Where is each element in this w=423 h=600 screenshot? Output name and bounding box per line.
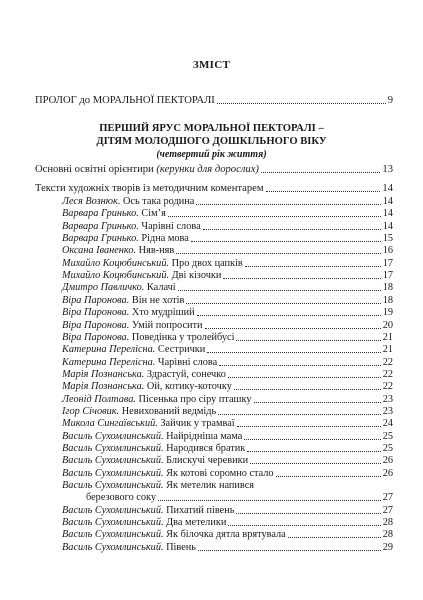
entry-author: Варвара Гринько. xyxy=(62,233,139,245)
entry-text xyxy=(62,294,184,307)
toc-entry[interactable] xyxy=(62,343,393,356)
page-number: 25 xyxy=(382,443,393,454)
entry-text xyxy=(62,380,232,393)
entry-title: Півень xyxy=(166,541,197,553)
page-number: 22 xyxy=(382,368,393,380)
entry-title: Про двох цапків xyxy=(171,257,243,269)
page-number: 20 xyxy=(382,319,393,331)
toc-entry[interactable] xyxy=(62,528,393,541)
page-number: 27 xyxy=(382,492,393,504)
entry-title: Він не хотів xyxy=(131,294,185,306)
dot-leader xyxy=(228,377,381,378)
dot-leader xyxy=(168,216,381,217)
dot-leader xyxy=(247,451,380,452)
entry-title: Сестрички xyxy=(157,344,206,356)
entry-title: Чарівні слова xyxy=(157,356,218,368)
entry-author: Леся Вознюк. xyxy=(62,196,121,207)
page-number: 23 xyxy=(382,405,393,417)
entry-title: Ой, котику-коточку xyxy=(146,381,232,393)
entry-text xyxy=(62,430,242,443)
entry-author: Василь Сухомлинський. xyxy=(62,517,164,529)
page-number: 21 xyxy=(382,344,393,356)
prologue-text: ПРОЛОГ до МОРАЛЬНОЇ ПЕКТОРАЛІ xyxy=(35,95,215,106)
dot-leader xyxy=(218,414,381,415)
page-title: ЗМІСТ xyxy=(192,59,231,71)
dot-leader xyxy=(203,229,381,230)
page-number: 14 xyxy=(382,208,393,220)
page-number: 23 xyxy=(382,393,393,405)
toc-prologue[interactable] xyxy=(35,94,393,107)
toc-entry[interactable] xyxy=(62,504,393,517)
dot-leader xyxy=(219,365,381,366)
entry-author: Василь Сухомлинський. xyxy=(62,529,164,541)
toc-entry[interactable] xyxy=(62,393,393,406)
toc-texts-heading[interactable] xyxy=(35,182,393,195)
entry-text xyxy=(62,195,194,208)
page-number: 22 xyxy=(382,381,393,393)
toc-entry[interactable] xyxy=(62,269,393,282)
page-number: 28 xyxy=(382,529,393,541)
toc-entry[interactable] xyxy=(62,207,393,220)
dot-leader xyxy=(266,191,381,192)
dot-leader xyxy=(237,426,381,427)
dot-leader xyxy=(288,537,381,538)
entry-author: Варвара Гринько. xyxy=(62,208,139,220)
entry-text xyxy=(62,442,245,455)
dot-leader xyxy=(234,389,381,390)
entry-title: Няв-няв xyxy=(138,245,175,257)
dot-leader xyxy=(205,328,381,329)
entry-title: Невихований ведмідь xyxy=(121,405,217,417)
toc-entry[interactable] xyxy=(62,331,393,344)
toc-entry[interactable] xyxy=(62,281,393,294)
entry-title: Два метелики xyxy=(166,517,227,529)
entry-text xyxy=(62,343,205,356)
page-number: 29 xyxy=(382,541,393,553)
toc-entry[interactable] xyxy=(62,356,393,369)
entry-author: Дмитро Павличко. xyxy=(62,282,145,294)
dot-leader xyxy=(254,402,381,403)
dot-leader xyxy=(261,172,380,173)
entry-text xyxy=(62,516,226,529)
entry-title: Сім’я xyxy=(141,208,166,220)
entry-author: Віра Паронова. xyxy=(62,319,130,331)
toc-entry[interactable] xyxy=(62,244,393,257)
entry-author: Оксана Іваненко. xyxy=(62,245,137,257)
page-number: 24 xyxy=(382,418,393,430)
section-heading-line2: ДІТЯМ МОЛОДШОГО ДОШКІЛЬНОГО ВІКУ xyxy=(96,136,327,147)
entry-title: Як метелик напився xyxy=(166,480,255,492)
toc-entry[interactable] xyxy=(62,257,393,270)
section-heading-age: (четвертий рік життя) xyxy=(156,149,267,160)
entry-text xyxy=(62,220,201,233)
entry-author: Марія Познанська. xyxy=(62,368,145,380)
dot-leader xyxy=(236,513,380,514)
entry-title: Найрідніша мама xyxy=(166,430,243,442)
entry-author: Василь Сухомлинський. xyxy=(62,541,164,553)
entry-author: Віра Паронова. xyxy=(62,294,130,306)
page-number: 19 xyxy=(382,307,393,319)
entry-title: Як котові соромно стало xyxy=(166,467,274,479)
entry-author: Василь Сухомлинський. xyxy=(62,467,164,479)
entry-text xyxy=(62,207,166,220)
page-number: 17 xyxy=(382,270,393,282)
entry-text xyxy=(86,491,156,504)
entry-author: Віра Паронова. xyxy=(62,307,130,319)
entry-author: Василь Сухомлинський. xyxy=(62,504,164,516)
toc-entry[interactable] xyxy=(62,220,393,233)
entry-title: Хто мудріший xyxy=(131,307,195,319)
entry-title: Рідна мова xyxy=(141,233,189,245)
page-number: 15 xyxy=(382,233,393,245)
entry-title: Як білочка дятла врятувала xyxy=(166,529,286,541)
orientations-text: Основні освітні орієнтири (керунки для дорослих) xyxy=(35,164,259,175)
toc-entry[interactable] xyxy=(62,430,393,443)
dot-leader xyxy=(228,525,380,526)
toc-entry[interactable] xyxy=(62,306,393,319)
toc-entry[interactable] xyxy=(62,417,393,430)
entry-author: Варвара Гринько. xyxy=(62,220,139,232)
toc-entry[interactable] xyxy=(62,380,393,393)
section-heading-line1: ПЕРШИЙ ЯРУС МОРАЛЬНОЇ ПЕКТОРАЛІ – xyxy=(99,123,324,134)
page-number: 17 xyxy=(382,257,393,269)
entry-author: Віра Паронова. xyxy=(62,331,130,343)
toc-entry[interactable] xyxy=(62,232,393,245)
toc-entry[interactable] xyxy=(62,405,393,418)
entry-title: Дві кізочки xyxy=(171,270,222,282)
entry-author: Катерина Перелісна. xyxy=(62,356,156,368)
dot-leader xyxy=(217,103,386,104)
entry-text xyxy=(62,331,234,344)
page-number: 9 xyxy=(387,95,393,106)
dot-leader xyxy=(186,303,380,304)
entry-text xyxy=(62,467,274,480)
entry-author: Катерина Перелісна. xyxy=(62,344,156,356)
toc-entry[interactable] xyxy=(62,479,393,492)
entry-author: Леонід Полтава. xyxy=(62,393,136,405)
page-number: 25 xyxy=(382,430,393,442)
dot-leader xyxy=(244,439,380,440)
entry-title: Ось така родина xyxy=(123,196,195,207)
toc-entry[interactable] xyxy=(62,454,393,467)
toc-entry[interactable] xyxy=(62,442,393,455)
toc-entry[interactable] xyxy=(62,195,393,208)
page-number: 22 xyxy=(382,356,393,368)
toc-entry[interactable] xyxy=(62,516,393,529)
page-number: 13 xyxy=(382,164,393,175)
entry-text xyxy=(62,306,195,319)
entry-title: Калачі xyxy=(146,282,176,294)
toc-entry[interactable] xyxy=(62,541,393,554)
dot-leader xyxy=(276,476,381,477)
entry-text xyxy=(62,319,203,332)
entry-author: Василь Сухомлинський. xyxy=(62,480,164,492)
entry-title: березового соку xyxy=(86,492,157,504)
entry-author: Марія Познанська. xyxy=(62,381,145,393)
page-number: 14 xyxy=(382,220,393,232)
entry-title: Поведінка у тролейбусі xyxy=(131,331,235,343)
entry-text xyxy=(62,479,254,492)
entry-text xyxy=(62,244,174,257)
dot-leader xyxy=(197,315,381,316)
entry-text xyxy=(62,405,216,418)
entry-text xyxy=(62,257,243,270)
toc-entry[interactable] xyxy=(86,491,393,504)
toc-entry[interactable] xyxy=(62,294,393,307)
dot-leader xyxy=(191,241,381,242)
dot-leader xyxy=(207,352,380,353)
page-number: 16 xyxy=(382,245,393,257)
entry-text xyxy=(62,232,189,245)
entry-author: Михайло Коцюбинський. xyxy=(62,270,170,282)
entry-text xyxy=(62,504,234,517)
entry-author: Василь Сухомлинський. xyxy=(62,455,164,467)
dot-leader xyxy=(196,204,380,205)
page-number: 18 xyxy=(382,282,393,294)
entry-text xyxy=(62,454,248,467)
entry-author: Василь Сухомлинський. xyxy=(62,443,164,454)
entry-text xyxy=(62,269,221,282)
entry-title: Здрастуй, сонечко xyxy=(146,368,226,380)
page-number: 26 xyxy=(382,455,393,467)
dot-leader xyxy=(245,266,381,267)
texts-heading-text: Тексти художніх творів із методичним коментарем xyxy=(35,183,264,194)
entry-title: Народився братик xyxy=(166,443,246,454)
page-number: 14 xyxy=(382,196,393,207)
dot-leader xyxy=(178,290,381,291)
page-number: 14 xyxy=(382,183,393,194)
entry-author: Михайло Коцюбинський. xyxy=(62,257,170,269)
dot-leader xyxy=(158,500,381,501)
dot-leader xyxy=(176,253,380,254)
page-number: 27 xyxy=(382,504,393,516)
page-number: 21 xyxy=(382,331,393,343)
page-number: 26 xyxy=(382,467,393,479)
entry-text xyxy=(62,393,252,406)
entry-text xyxy=(62,541,196,554)
dot-leader xyxy=(250,463,381,464)
dot-leader xyxy=(223,278,380,279)
entry-text xyxy=(62,281,176,294)
entry-title: Зайчик у трамваї xyxy=(160,418,235,430)
toc-entry[interactable] xyxy=(62,467,393,480)
entry-text xyxy=(62,417,235,430)
entry-title: Пісенька про сіру пташку xyxy=(138,393,252,405)
entry-title: Умій попросити xyxy=(131,319,203,331)
entry-text xyxy=(62,368,226,381)
entry-author: Микола Сингаївський. xyxy=(62,418,158,430)
entry-title: Блискучі черевики xyxy=(166,455,249,467)
entry-text xyxy=(62,356,217,369)
entry-text xyxy=(62,528,286,541)
entry-title: Пихатий півень xyxy=(166,504,235,516)
entry-author: Василь Сухомлинський. xyxy=(62,430,164,442)
toc-entry[interactable] xyxy=(62,368,393,381)
dot-leader xyxy=(236,340,380,341)
toc-entry[interactable] xyxy=(62,319,393,332)
page-number: 18 xyxy=(382,294,393,306)
dot-leader xyxy=(198,550,381,551)
page-number: 28 xyxy=(382,517,393,529)
entry-title: Чарівні слова xyxy=(141,220,201,232)
entry-author: Ігор Січовик. xyxy=(62,405,120,417)
toc-orientations[interactable] xyxy=(35,163,393,176)
